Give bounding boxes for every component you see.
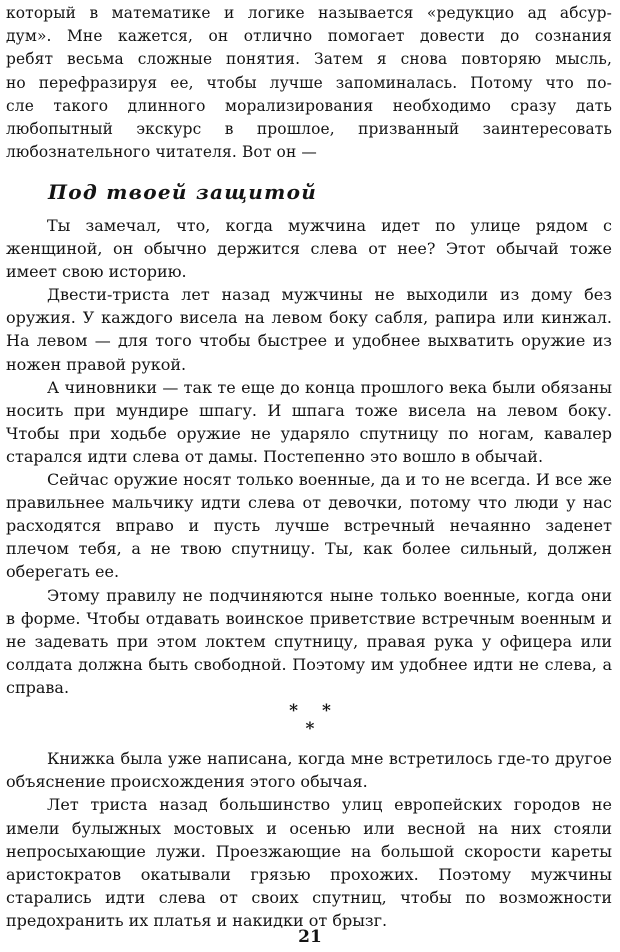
divider-stars-top: * * (289, 701, 331, 721)
paragraph: Ты замечал, что, когда мужчина идет по улице рядом с женщиной, он обычно держится слева от нее? Этот обычай тоже имеет свою историю. (6, 216, 612, 282)
paragraph: Лет триста назад большинство улиц европейских городов не имели булыжных мостовых и осенью или весной на них стояли непросыхающие лужи. Проезжающие на большой скорости кареты аристократов окатывали грязью прохожих. Поэтому мужчины старались идти слева от своих спутниц, чтобы по возможности предохранить их платья и накидки от брызг. (6, 795, 612, 931)
intro-line: любознательного читателя. Вот он — (6, 143, 317, 162)
intro-line: который в математике и логике называется «редукцио ад абсур- (6, 4, 612, 22)
paragraph: Двести-триста лет назад мужчины не выходили из дому без оружия. У каждого висела на левом боку сабля, рапира или кинжал. На левом — для того чтобы быстрее и удобнее выхватить оружие из ножен правой рукой. (6, 285, 612, 374)
intro-line: сле такого длинного морализирования необходимо сразу дать (6, 96, 612, 115)
tail-text-block (6, 747, 612, 933)
page-number: 21 (298, 927, 322, 947)
intro-line: дум». Мне кажется, он отлично помогает довести до сознания (6, 27, 612, 46)
intro-text-block (6, 2, 612, 164)
intro-line: любопытный экскурс в прошлое, призванный заинтересовать (6, 120, 612, 139)
section-divider (0, 702, 620, 738)
divider-star-bottom: * (305, 719, 315, 739)
paragraph: Этому правилу не подчиняются ныне только военные, когда они в форме. Чтобы отдавать воинское приветствие встречным военным и не задевать при этом локтем спутницу, правая рука у офицера или солдата должна быть свободной. Поэтому им удобнее идти не слева, а справа. (6, 585, 612, 697)
paragraph: Сейчас оружие носят только военные, да и то не всегда. И все же правильнее мальчику идти слева от девочки, потому что люди у нас расходятся вправо и пусть лучше встречный нечаянно заденет плечом тебя, а не твою спутницу. Ты, как более сильный, должен оберегать ее. (6, 470, 612, 582)
intro-line: но перефразируя ее, чтобы лучше запоминалась. Потому что по- (6, 73, 612, 92)
intro-line: ребят весьма сложные понятия. Затем я снова повторяю мысль, (6, 50, 612, 69)
paragraph: Книжка была уже написана, когда мне встретилось где-то другое объяснение происхождения этого обычая. (6, 749, 612, 792)
main-text-block (6, 214, 612, 699)
paragraph: А чиновники — так те еще до конца прошлого века были обязаны носить при мундире шпагу. И шпага тоже висела на левом боку. Чтобы при ходьбе оружие не ударяло спутницу по ногам, кавалер старался идти слева от дамы. Постепенно это вошло в обычай. (6, 377, 612, 466)
section-title: Под твоей защитой (48, 180, 318, 204)
